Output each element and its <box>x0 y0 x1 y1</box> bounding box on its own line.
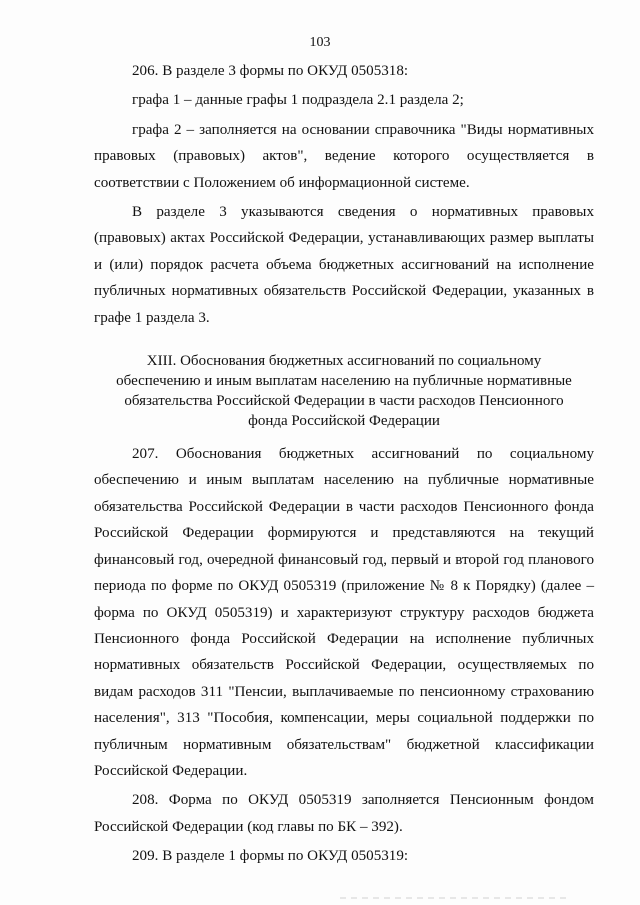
paragraph-206: 206. В разделе 3 формы по ОКУД 0505318: <box>132 63 409 79</box>
paragraph-column-2: графа 2 – заполняется на основании справочника "Виды нормативных правовых (правовых) актов", ведение которого осуществляется в соответствии с Положением об информационной системе. <box>94 121 594 191</box>
paragraph-section-3: В разделе 3 указываются сведения о нормативных правовых (правовых) актах Российской Федерации, устанавливающих размер выплаты и (или) порядок расчета объема бюджетных ассигнований на исполнение публичных нормативных обязательств Российской Федерации, указанных в графе 1 раздела 3. <box>94 204 594 326</box>
section-heading-xiii: XIII. Обоснования бюджетных ассигнований по социальному обеспечению и иным выплатам населению на публичные нормативные обязательства Российской Федерации в части расходов Пенсионного фонда Российской Федерации <box>116 353 572 430</box>
paragraph-209: 209. В разделе 1 формы по ОКУД 0505319: <box>132 848 409 865</box>
scan-artifact <box>340 897 570 899</box>
paragraph-207: 207. Обоснования бюджетных ассигнований по социальному обеспечению и иным выплатам населению на публичные нормативные обязательства Российской Федерации в части расходов Пенсионного фонда Российской Федерации формируются и представляются на текущий финансовый год, очередной финансовый год, первый и второй год планового периода по форме по ОКУД 0505319 (приложение № 8 к Порядку) (далее – форма по ОКУД 0505319) и характеризуют структуру расходов бюджета Пенсионного фонда Российской Федерации на исполнение публичных нормативных обязательств Российской Федерации, осуществляемых по видам расходов 311 "Пенсии, выплачиваемые по пенсионному страхованию населения", 313 "Пособия, компенсации, меры социальной поддержки по публичным нормативным обязательствам" бюджетной классификации Российской Федерации. <box>94 446 594 779</box>
page-number: 103 <box>309 35 331 50</box>
paragraph-column-1: графа 1 – данные графы 1 подраздела 2.1 раздела 2; <box>132 92 464 109</box>
paragraph-208: 208. Форма по ОКУД 0505319 заполняется Пенсионным фондом Российской Федерации (код главы по БК – 392). <box>94 792 594 835</box>
document-body <box>94 58 594 870</box>
